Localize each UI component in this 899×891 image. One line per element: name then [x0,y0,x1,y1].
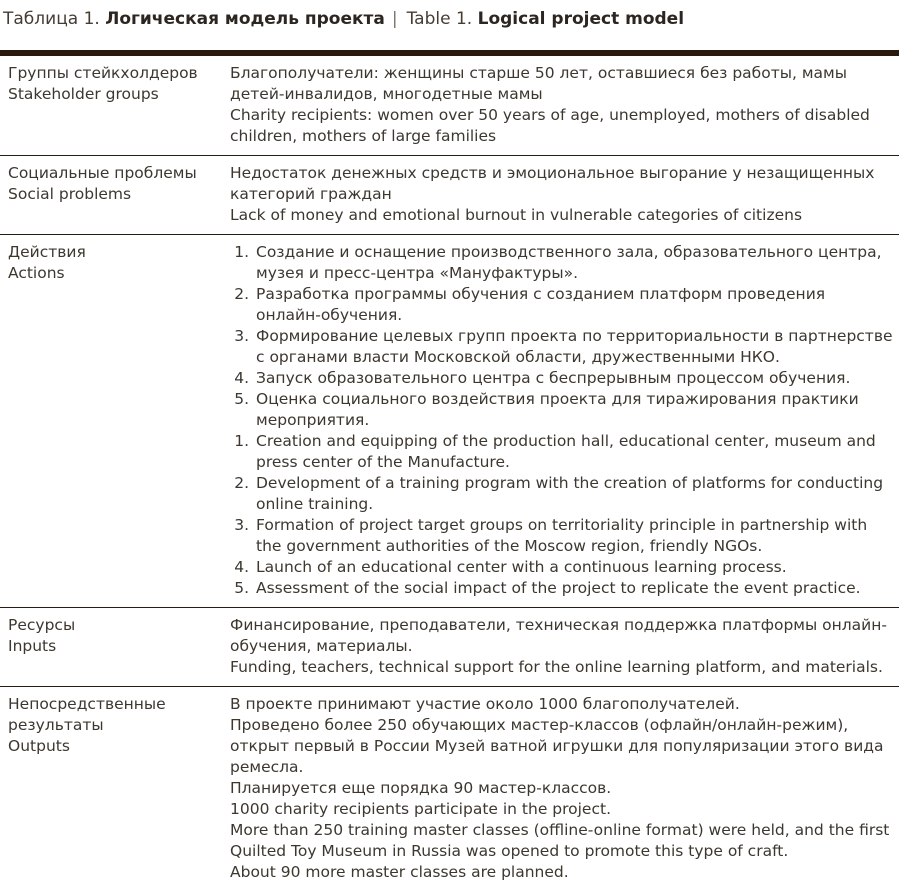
paragraph: Недостаток денежных средств и эмоциональное выгорание у незащищенных категорий граждан [230,164,875,203]
action-item: 2. Разработка программы обучения с созданием платформ проведения онлайн-обучения. [254,284,893,326]
caption-ru-label: Таблица 1. [3,9,100,29]
row-label-en: Outputs [8,737,70,755]
paragraph: Планируется еще порядка 90 мастер-классов. [230,779,612,797]
action-item: 3. Формирование целевых групп проекта по территориальности в партнерстве с органами власти Московской области, дружественными НКО. [254,326,893,368]
table-row-stakeholder-groups [0,56,899,155]
row-label-en: Inputs [8,637,57,655]
row-content-actions [230,242,895,599]
caption-en-title: Logical project model [477,9,685,29]
paragraph: Charity recipients: women over 50 years of age, unemployed, mothers of disabled children, mothers of large families [230,106,870,145]
action-item: 1. Создание и оснащение производственного зала, образовательного центра, музея и пресс-центра «Мануфактуры». [254,242,893,284]
paragraph: More than 250 training master classes (offline-online format) were held, and the first Quilted Toy Museum in Russia was opened to promote this type of craft. [230,821,890,860]
action-item: 4. Запуск образовательного центра с беспрерывным процессом обучения. [254,368,893,389]
row-label-ru: Действия [8,243,86,261]
table-row-outputs [0,686,899,891]
row-label-ru: Ресурсы [8,616,76,634]
actions-list-ru [230,242,893,431]
table-row-inputs [0,607,899,686]
paragraph: Funding, teachers, technical support for the online learning platform, and materials. [230,658,883,676]
action-item: 5. Оценка социального воздействия проекта для тиражирования практики мероприятия. [254,389,893,431]
row-content-stakeholder-groups [230,63,895,147]
paragraph: About 90 more master classes are planned. [230,863,569,881]
action-item: 1. Creation and equipping of the production hall, educational center, museum and press center of the Manufacture. [254,431,893,473]
action-item: 4. Launch of an educational center with a continuous learning process. [254,557,893,578]
row-content-inputs [230,615,895,678]
caption-en-label: Table 1. [406,9,473,29]
row-content-outputs [230,694,895,883]
table-row-social-problems [0,155,899,234]
row-label-en: Social problems [8,185,132,203]
table-caption [0,0,899,50]
paragraph: В проекте принимают участие около 1000 благополучателей. [230,695,740,713]
caption-separator: | [391,9,398,29]
row-label-ru: Непосредственные результаты [8,695,166,734]
row-label-outputs [8,694,230,757]
row-label-inputs [8,615,230,657]
row-label-social-problems [8,163,230,205]
row-label-en: Stakeholder groups [8,85,159,103]
paragraph: 1000 charity recipients participate in the project. [230,800,611,818]
action-item: 2. Development of a training program with the creation of platforms for conducting online training. [254,473,893,515]
row-label-ru: Группы стейкхолдеров [8,64,198,82]
paragraph: Проведено более 250 обучающих мастер-классов (офлайн/онлайн-режим), открыт первый в России Музей ватной игрушки для популяризации этого вида ремесла. [230,716,884,776]
paragraph: Благополучатели: женщины старше 50 лет, оставшиеся без работы, мамы детей-инвалидов, многодетные мамы [230,64,847,103]
row-content-social-problems [230,163,895,226]
paragraph: Финансирование, преподаватели, техническая поддержка платформы онлайн-обучения, материалы. [230,616,887,655]
row-label-en: Actions [8,264,65,282]
action-item: 3. Formation of project target groups on territoriality principle in partnership with the government authorities of the Moscow region, friendly NGOs. [254,515,893,557]
action-item: 5. Assessment of the social impact of the project to replicate the event practice. [254,578,893,599]
caption-ru-title: Логическая модель проекта [105,9,385,29]
row-label-ru: Социальные проблемы [8,164,197,182]
paragraph: Lack of money and emotional burnout in vulnerable categories of citizens [230,206,803,224]
table-row-actions [0,234,899,607]
row-label-actions [8,242,230,284]
row-label-stakeholder-groups [8,63,230,105]
actions-list-en [230,431,893,599]
